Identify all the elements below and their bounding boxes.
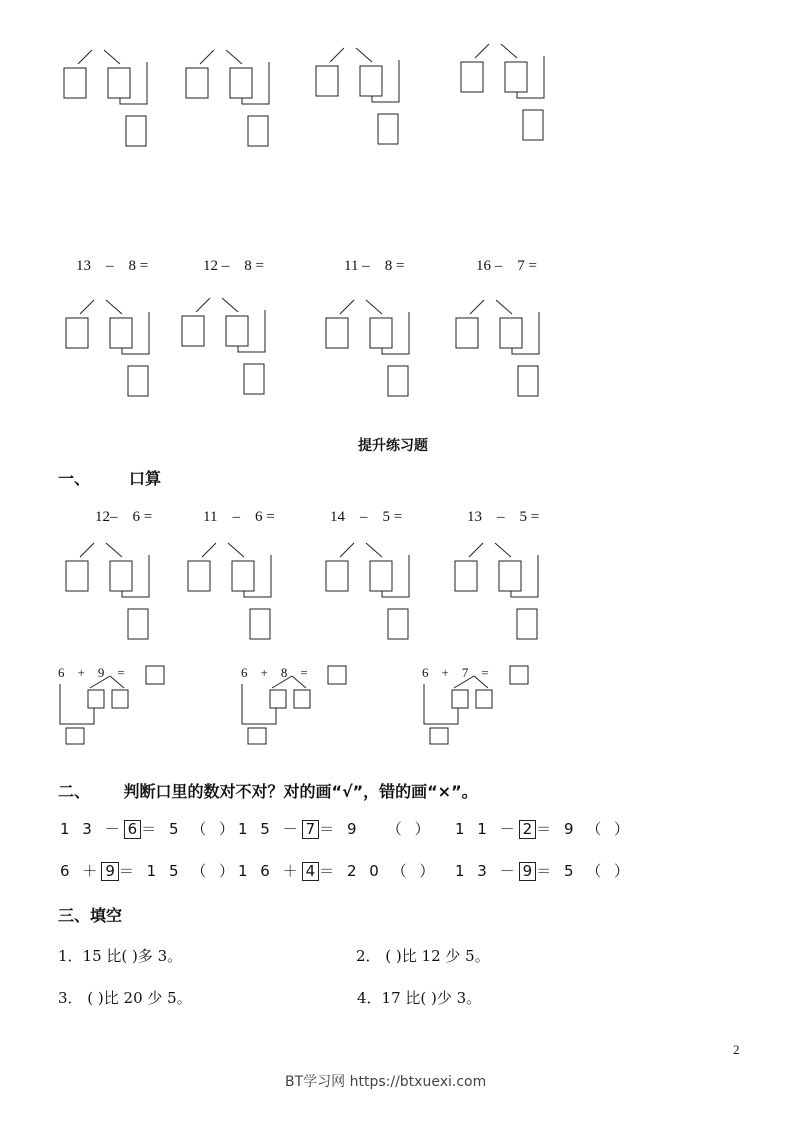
- answer-box: [518, 366, 538, 396]
- branch-line: [366, 300, 382, 314]
- blank-box: [182, 316, 204, 346]
- branch-line: [78, 50, 92, 64]
- judge-item-1-2: 1 5 － 7 ＝ 9 （ ）: [238, 820, 434, 838]
- branch-line: [202, 543, 216, 557]
- branch-line: [495, 543, 511, 557]
- answer-box: [388, 609, 408, 639]
- blank-box: [270, 690, 286, 708]
- answer-box: [517, 609, 537, 639]
- blank-box: [326, 318, 348, 348]
- blank-box: [500, 318, 522, 348]
- answer-box: [328, 666, 346, 684]
- branch-line: [496, 300, 512, 314]
- answer-box: 7: [302, 820, 320, 839]
- equation-2: 12 – 8 =: [203, 258, 264, 274]
- blank-box: [110, 318, 132, 348]
- blank-box: [461, 62, 483, 92]
- judge-item-1-3: 1 1 － 2 ＝ 9 （ ）: [455, 820, 634, 838]
- blank-box: [456, 318, 478, 348]
- answer-parentheses[interactable]: （ ）: [391, 862, 439, 880]
- blank-box: [505, 62, 527, 92]
- section3-heading: 三、填空: [58, 906, 123, 925]
- answer-box: 4: [302, 862, 320, 881]
- blank-box: [499, 561, 521, 591]
- blank-box: [360, 66, 382, 96]
- answer-parentheses[interactable]: （ ）: [586, 862, 634, 880]
- answer-box: [126, 116, 146, 146]
- blank-box: [370, 318, 392, 348]
- answer-parentheses[interactable]: （ ）: [191, 862, 239, 880]
- answer-box: [128, 609, 148, 639]
- add-equation-1: 6 + 9 =: [58, 665, 125, 680]
- branch-line: [340, 543, 354, 557]
- blank-box: [326, 561, 348, 591]
- blank-box: [316, 66, 338, 96]
- answer-box: [128, 366, 148, 396]
- blank-box: [66, 318, 88, 348]
- s1-equation-2: 11 – 6 =: [203, 509, 275, 525]
- judge-item-2-1: 6 ＋ 9 ＝ 1 5 （ ）: [60, 862, 239, 880]
- branch-line: [501, 44, 517, 58]
- fill-item-2: 2． ( )比 12 少 5。: [356, 947, 490, 965]
- branch-line: [469, 543, 483, 557]
- branch-line: [106, 300, 122, 314]
- blank-box: [370, 561, 392, 591]
- answer-box: [248, 728, 266, 744]
- branch-line: [222, 298, 238, 312]
- answer-box: 2: [519, 820, 537, 839]
- add-equation-2: 6 + 8 =: [241, 665, 308, 680]
- blank-box: [452, 690, 468, 708]
- branch-line: [200, 50, 214, 64]
- equation-3: 11 – 8 =: [344, 258, 405, 274]
- answer-box: [430, 728, 448, 744]
- answer-box: 9: [519, 862, 537, 881]
- footer-link[interactable]: BT学习网 https://btxuexi.com: [285, 1074, 487, 1090]
- section2-heading: 二、 判断口里的数对不对？对的画“√”，错的画“×”。: [58, 782, 478, 801]
- answer-box: [146, 666, 164, 684]
- judge-item-2-3: 1 3 － 9 ＝ 5 （ ）: [455, 862, 634, 880]
- answer-parentheses[interactable]: （ ）: [386, 820, 434, 838]
- answer-box: [510, 666, 528, 684]
- advanced-title: 提升练习题: [358, 438, 428, 454]
- judge-item-1-1: 1 3 － 6 ＝ 5 （ ）: [60, 820, 239, 838]
- blank-box: [88, 690, 104, 708]
- branch-line: [106, 543, 122, 557]
- fill-item-4: 4．17 比( )少 3。: [357, 989, 482, 1007]
- answer-box: 6: [124, 820, 142, 839]
- branch-line: [104, 50, 120, 64]
- answer-box: [250, 609, 270, 639]
- answer-box: [523, 110, 543, 140]
- equation-1: 13 – 8 =: [76, 258, 149, 274]
- answer-box: [66, 728, 84, 744]
- blank-box: [230, 68, 252, 98]
- answer-box: [378, 114, 398, 144]
- branch-line: [228, 543, 244, 557]
- blank-box: [64, 68, 86, 98]
- blank-box: [112, 690, 128, 708]
- s1-equation-1: 12– 6 =: [95, 509, 153, 525]
- blank-box: [455, 561, 477, 591]
- equation-4: 16 – 7 =: [476, 258, 537, 274]
- answer-box: [388, 366, 408, 396]
- page-number: 2: [733, 1042, 740, 1057]
- add-equation-3: 6 + 7 =: [422, 665, 489, 680]
- branch-line: [366, 543, 382, 557]
- blank-box: [232, 561, 254, 591]
- blank-box: [110, 561, 132, 591]
- branch-line: [470, 300, 484, 314]
- section1-heading: 一、 口算: [58, 469, 162, 488]
- branch-line: [80, 543, 94, 557]
- s1-equation-4: 13 – 5 =: [467, 509, 540, 525]
- blank-box: [294, 690, 310, 708]
- blank-box: [66, 561, 88, 591]
- answer-box: [244, 364, 264, 394]
- judge-item-2-2: 1 6 ＋ 4 ＝ 2 0 （ ）: [238, 862, 439, 880]
- answer-box: [248, 116, 268, 146]
- blank-box: [226, 316, 248, 346]
- branch-line: [80, 300, 94, 314]
- fill-item-1: 1．15 比( )多 3。: [58, 947, 183, 965]
- answer-parentheses[interactable]: （ ）: [191, 820, 239, 838]
- branch-line: [226, 50, 242, 64]
- blank-box: [188, 561, 210, 591]
- branch-line: [340, 300, 354, 314]
- branch-line: [475, 44, 489, 58]
- blank-box: [186, 68, 208, 98]
- blank-box: [476, 690, 492, 708]
- fill-item-3: 3． ( )比 20 少 5。: [58, 989, 192, 1007]
- branch-line: [196, 298, 210, 312]
- blank-box: [108, 68, 130, 98]
- answer-box: 9: [101, 862, 119, 881]
- answer-parentheses[interactable]: （ ）: [586, 820, 634, 838]
- s1-equation-3: 14 – 5 =: [330, 509, 403, 525]
- branch-line: [330, 48, 344, 62]
- branch-line: [356, 48, 372, 62]
